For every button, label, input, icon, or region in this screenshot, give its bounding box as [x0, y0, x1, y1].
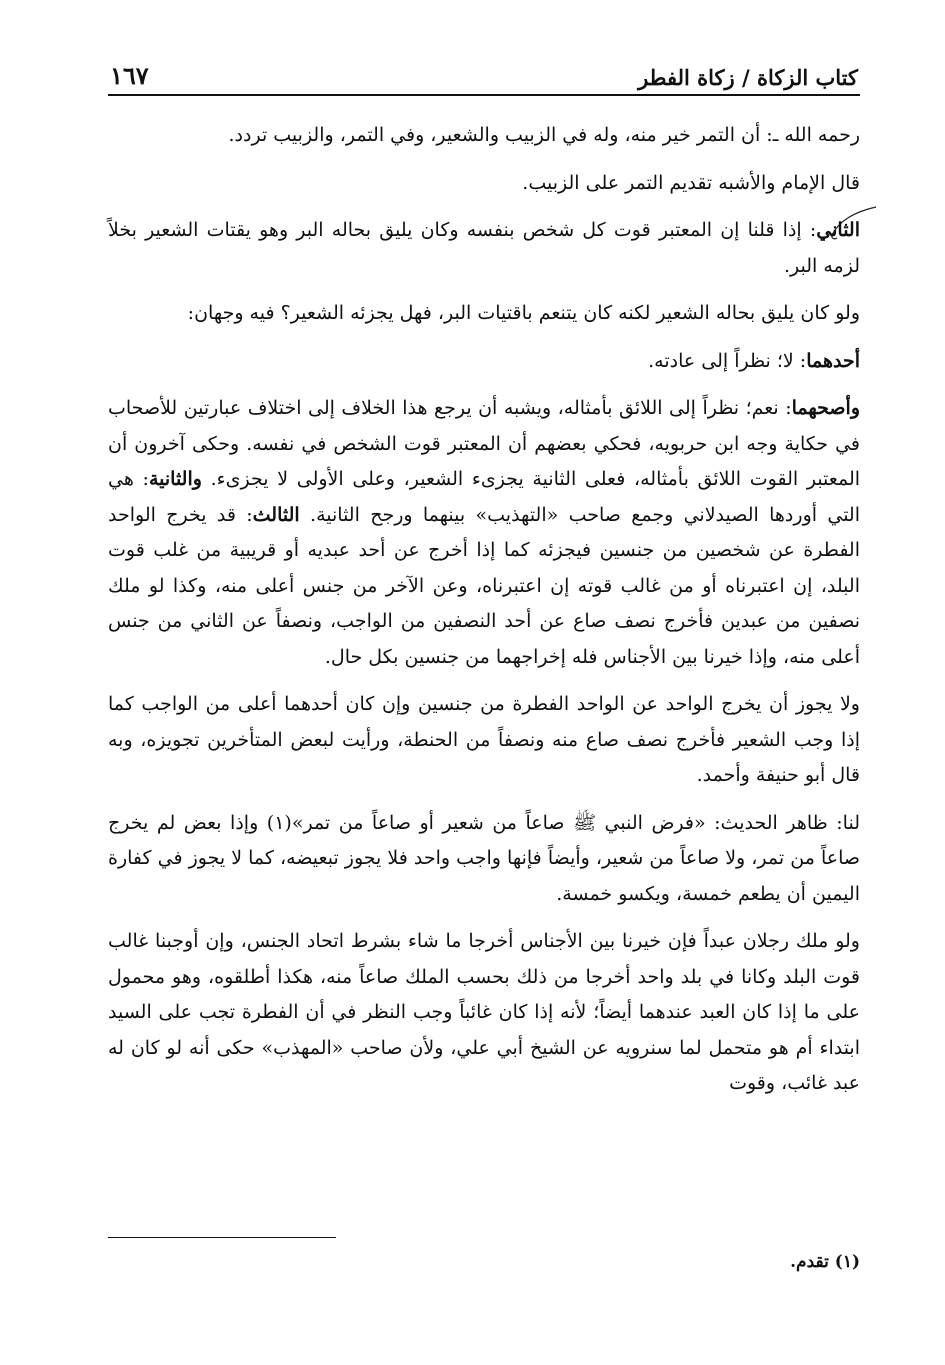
paragraph-lead: والثانية: [148, 468, 202, 490]
paragraph-text: قال الإمام والأشبه تقديم التمر على الزبيب.: [522, 171, 860, 194]
paragraph-lead: وأصحهما: [791, 397, 860, 419]
paragraph: [108, 296, 860, 332]
paragraph: [108, 166, 860, 202]
paragraph-text: ولو ملك رجلان عبداً فإن خيرنا بين الأجناس أخرجا ما شاء بشرط اتحاد الجنس، وإن أوجبنا غالب قوت البلد وكانا في بلد واحد أخرجا من ذلك بحسب الملك صاعاً منه، هكذا أطلقوه، وهو محمول على ما إذا كان العبد عندهما أيضاً؛ لأنه إذا كان غائباً وجب النظر في أن الفطرة تجب على السيد ابتداء أم هو متحمل لما سنرويه عن الشيخ أبي علي، ولأن صاحب «المهذب» حكى أنه لو كان له عبد غائب، وقوت: [108, 930, 860, 1094]
paragraph-lead: الثالث: [252, 503, 300, 526]
paragraph: [108, 118, 860, 154]
paragraph-text: : قد يخرج الواحد الفطرة عن شخصين من جنسين فيجزئه كما إذا أخرج عن أحد عبديه أو قريبية من غلب قوت البلد، إن اعتبرناه أو من غالب قوته إن اعتبرناه، وعن الآخر من جنس أعلى منه، وكذا لو ملك نصفين من عبدين فأخرج نصف صاع عن أحد النصفين من الواجب، ونصفاً عن الثاني من جنس أعلى منه، وإذا خيرنا بين الأجناس فله إخراجهما من جنسين بكل حال.: [108, 503, 860, 668]
paragraph-text: : لا؛ نظراً إلى عادته.: [648, 349, 807, 372]
paragraph-text: لنا: ظاهر الحديث: «فرض النبي ﷺ صاعاً من شعير أو صاعاً من تمر»(١) وإذا بعض لم يخرج صاعاً من تمر، ولا صاعاً من شعير، وأيضاً فإنها واجب واحد فلا يجوز تبعيضه، كما لا يجوز في كفارة اليمين أن يطعم خمسة، ويكسو خمسة.: [108, 811, 860, 905]
paragraph-text: : إذا قلنا إن المعتبر قوت كل شخص بنفسه وكان يليق بحاله البر وهو يقتات الشعير بخلاً لزمه البر.: [108, 219, 860, 277]
paragraph: [108, 806, 860, 913]
running-header: [108, 50, 860, 96]
paragraph: [108, 344, 860, 380]
footnote-divider: [108, 1237, 336, 1238]
paragraph-text: رحمه الله ـ: أن التمر خير منه، وله في الزبيب والشعير، وفي التمر، والزبيب تردد.: [228, 124, 860, 146]
footnote: (١) تقدم.: [790, 1252, 860, 1272]
paragraph: [108, 924, 860, 1102]
document-page: [108, 50, 860, 1114]
chapter-title: كتاب الزكاة / زكاة الفطر: [638, 65, 858, 90]
paragraph-lead: أحدهما: [806, 349, 860, 372]
paragraph: [108, 687, 860, 794]
paragraph-text: ولو كان يليق بحاله الشعير لكنه كان يتنعم باقتيات البر، فهل يجزئه الشعير؟ فيه وجهان:: [187, 302, 860, 324]
main-text: [108, 118, 860, 1102]
page-number: ١٦٧: [110, 61, 149, 90]
paragraph: [108, 213, 860, 284]
paragraph: [108, 391, 860, 675]
paragraph-text: : نعم؛ نظراً إلى اللائق بأمثاله، ويشبه أن يرجع هذا الخلاف إلى اختلاف عبارتين للأصحاب في حكاية وجه ابن حربويه، فحكي بعضهم أن المعتبر قوت الشخص في نفسه. وحكى آخرون أن المعتبر القوت اللائق بأمثاله، فعلى الثانية يجزىء الشعير، وعلى الأولى لا يجزىء.: [108, 397, 861, 490]
paragraph-text: ولا يجوز أن يخرج الواحد عن الواحد الفطرة من جنسين وإن كان أحدهما أعلى من الواجب كما إذا وجب الشعير فأخرج نصف صاع منه ونصفاً من الحنطة، ورأيت لبعض المتأخرين تجويزه، وبه قال أبو حنيفة وأحمد.: [108, 693, 860, 786]
paragraph-text: : هي التي أوردها الصيدلاني وجمع صاحب «التهذيب» بينهما ورجح الثانية.: [108, 468, 860, 526]
paragraph-lead: الثاني: [816, 219, 860, 241]
